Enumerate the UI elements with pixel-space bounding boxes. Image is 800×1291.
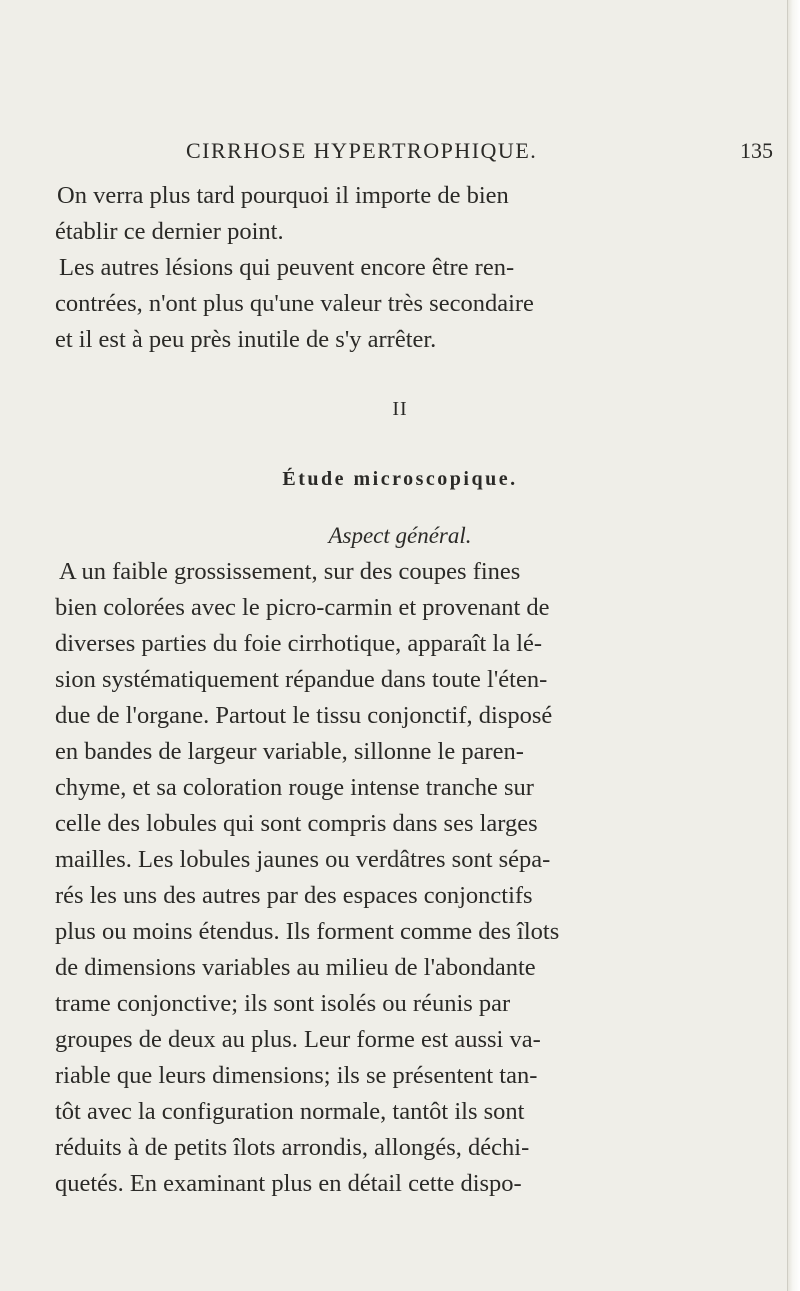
section-numeral: II: [392, 398, 408, 420]
text-line: et il est à peu près inutile de s'y arrêter.: [55, 326, 437, 353]
text-line: bien colorées avec le picro-carmin et provenant de: [55, 594, 550, 621]
text-line: tôt avec la configuration normale, tantôt ils sont: [55, 1098, 525, 1125]
text-line: rés les uns des autres par des espaces conjonctifs: [55, 882, 533, 909]
section-title: Étude microscopique.: [282, 468, 518, 490]
text-line: chyme, et sa coloration rouge intense tranche sur: [55, 774, 534, 801]
text-line: Les autres lésions qui peuvent encore être ren-: [59, 254, 515, 281]
text-line: quetés. En examinant plus en détail cette dispo-: [55, 1170, 522, 1197]
running-head-title: CIRRHOSE HYPERTROPHIQUE.: [186, 138, 538, 163]
running-head: [0, 138, 800, 168]
page-edge: [787, 0, 800, 1291]
text-line: en bandes de largeur variable, sillonne le paren-: [55, 738, 524, 765]
text-line: celle des lobules qui sont compris dans ses larges: [55, 810, 538, 837]
text-line: réduits à de petits îlots arrondis, allongés, déchi-: [55, 1134, 530, 1161]
text-line: due de l'organe. Partout le tissu conjonctif, disposé: [55, 702, 553, 729]
page-number: 135: [740, 138, 773, 163]
text-line: de dimensions variables au milieu de l'abondante: [55, 954, 536, 981]
text-line: sion systématiquement répandue dans toute l'éten-: [55, 666, 548, 693]
text-line: diverses parties du foie cirrhotique, apparaît la lé-: [55, 630, 543, 657]
text-line: A un faible grossissement, sur des coupes fines: [59, 558, 521, 585]
text-line: groupes de deux au plus. Leur forme est aussi va-: [55, 1026, 541, 1053]
text-line: riable que leurs dimensions; ils se présentent tan-: [55, 1062, 538, 1089]
text-line: établir ce dernier point.: [55, 218, 284, 245]
text-line: trame conjonctive; ils sont isolés ou réunis par: [55, 990, 511, 1017]
subsection-title: Aspect général.: [328, 523, 472, 548]
text-line: contrées, n'ont plus qu'une valeur très secondaire: [55, 290, 534, 317]
text-line: plus ou moins étendus. Ils forment comme des îlots: [55, 918, 560, 945]
text-line: mailles. Les lobules jaunes ou verdâtres sont sépa-: [55, 846, 551, 873]
text-line: On verra plus tard pourquoi il importe de bien: [57, 182, 509, 209]
